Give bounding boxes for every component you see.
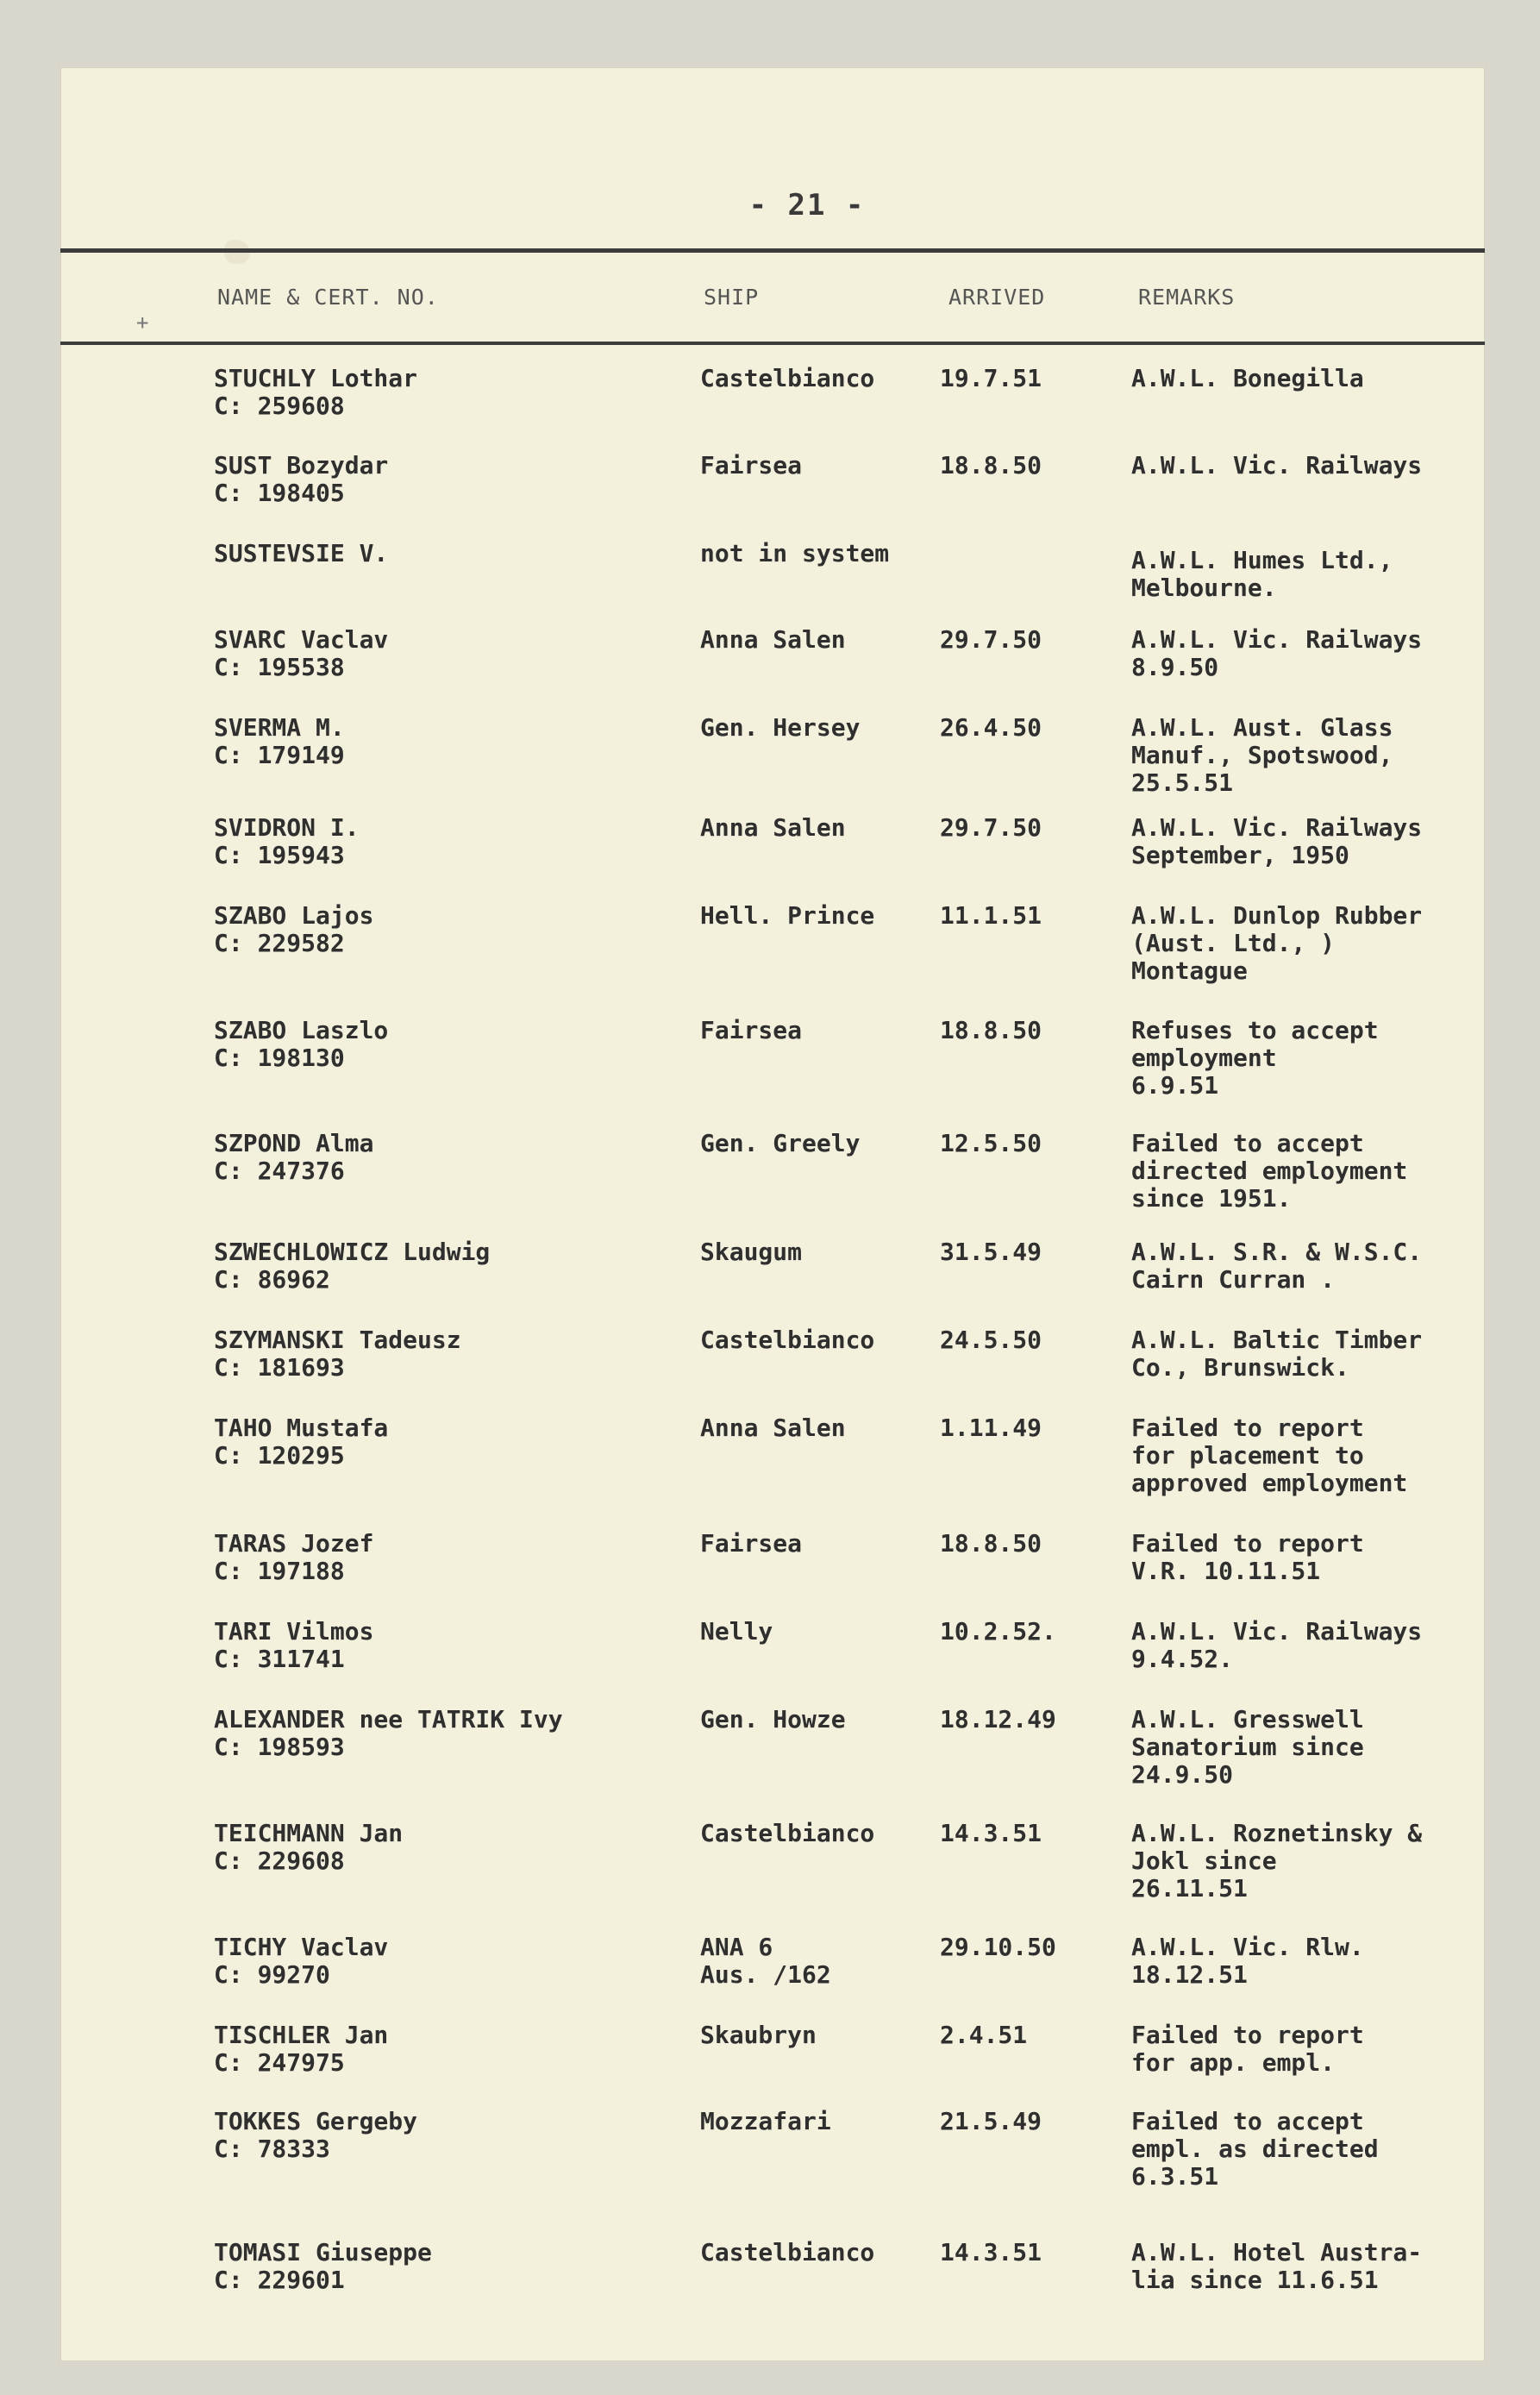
record-remarks: A.W.L. Humes Ltd., Melbourne. — [1131, 546, 1393, 602]
record-name: SUST Bozydar — [214, 451, 389, 480]
record-remarks: A.W.L. Baltic Timber Co., Brunswick. — [1131, 1326, 1423, 1382]
record-remarks: A.W.L. Dunlop Rubber (Aust. Ltd., ) Montague — [1131, 901, 1423, 985]
record-arrived: 12.5.50 — [940, 1129, 1042, 1157]
record-ship: Castelbianco — [700, 364, 875, 392]
record-name-cert — [214, 714, 731, 769]
record-name: SZYMANSKI Tadeusz — [214, 1326, 461, 1354]
record-arrived: 18.8.50 — [940, 451, 1042, 480]
record-arrived: 29.7.50 — [940, 625, 1042, 654]
record-arrived: 10.2.52. — [940, 1617, 1056, 1646]
record-remarks: Failed to report V.R. 10.11.51 — [1131, 1529, 1364, 1585]
header-name-cert: NAME & CERT. NO. — [217, 285, 439, 310]
record-name-cert — [214, 1017, 731, 1072]
record-cert-number: C: 229601 — [214, 2266, 345, 2294]
record-name: ALEXANDER nee TATRIK Ivy — [214, 1705, 563, 1734]
record-ship: Anna Salen — [700, 813, 846, 842]
record-remarks: Failed to report for placement to approved employment — [1131, 1414, 1408, 1497]
record-arrived: 18.12.49 — [940, 1705, 1056, 1734]
record-name: SZWECHLOWICZ Ludwig — [214, 1238, 491, 1266]
header-bottom-rule — [60, 342, 1485, 345]
record-name-cert — [214, 1414, 731, 1470]
record-cert-number: C: 86962 — [214, 1265, 330, 1294]
record-ship: Fairsea — [700, 1529, 803, 1558]
record-arrived: 14.3.51 — [940, 2238, 1042, 2266]
record-name-cert — [214, 2239, 731, 2294]
record-remarks: Refuses to accept employment 6.9.51 — [1131, 1016, 1379, 1100]
record-name: SZPOND Alma — [214, 1129, 374, 1157]
record-remarks: Failed to accept empl. as directed 6.3.51 — [1131, 2107, 1379, 2191]
record-ship: Gen. Hersey — [700, 713, 861, 742]
record-cert-number: C: 247376 — [214, 1157, 345, 1185]
record-name-cert — [214, 1820, 731, 1875]
record-cert-number: C: 311741 — [214, 1645, 345, 1673]
record-remarks: Failed to report for app. empl. — [1131, 2021, 1364, 2077]
record-ship: Skaugum — [700, 1238, 803, 1266]
record-name: TAHO Mustafa — [214, 1414, 389, 1442]
record-ship: ANA 6 Aus. /162 — [700, 1933, 831, 1989]
record-name: TARI Vilmos — [214, 1617, 374, 1646]
record-ship: Castelbianco — [700, 2238, 875, 2266]
record-cert-number: C: 197188 — [214, 1557, 345, 1585]
page-number: - 21 - — [748, 188, 866, 223]
record-cert-number: C: 198130 — [214, 1044, 345, 1072]
record-name-cert — [214, 540, 731, 567]
punch-mark: + — [136, 310, 149, 335]
record-name-cert — [214, 1618, 731, 1673]
record-name: SUSTEVSIE V. — [214, 539, 389, 567]
record-cert-number: C: 195943 — [214, 841, 345, 869]
record-name: TEICHMANN Jan — [214, 1819, 404, 1847]
record-name: SVARC Vaclav — [214, 625, 389, 654]
record-name-cert — [214, 1326, 731, 1382]
document-page — [60, 67, 1485, 2361]
record-arrived: 2.4.51 — [940, 2021, 1028, 2049]
header-top-rule — [60, 248, 1485, 253]
record-cert-number: C: 229608 — [214, 1846, 345, 1875]
record-cert-number: C: 181693 — [214, 1353, 345, 1382]
record-name: STUCHLY Lothar — [214, 364, 418, 392]
record-cert-number: C: 99270 — [214, 1960, 330, 1989]
record-name: TOKKES Gergeby — [214, 2107, 418, 2135]
record-name-cert — [214, 626, 731, 681]
record-remarks: A.W.L. Vic. Railways September, 1950 — [1131, 813, 1423, 869]
record-cert-number: C: 179149 — [214, 741, 345, 769]
header-arrived: ARRIVED — [948, 285, 1046, 310]
record-name-cert — [214, 1706, 731, 1761]
record-remarks: A.W.L. Vic. Railways — [1131, 451, 1423, 480]
record-arrived: 26.4.50 — [940, 713, 1042, 742]
record-ship: Castelbianco — [700, 1326, 875, 1354]
record-name-cert — [214, 1934, 731, 1989]
record-cert-number: C: 247975 — [214, 2048, 345, 2077]
record-name-cert — [214, 1530, 731, 1585]
record-arrived: 18.8.50 — [940, 1529, 1042, 1558]
header-ship: SHIP — [704, 285, 760, 310]
record-remarks: A.W.L. Hotel Austra- lia since 11.6.51 — [1131, 2238, 1423, 2294]
record-ship: Anna Salen — [700, 625, 846, 654]
record-name-cert — [214, 902, 731, 957]
record-arrived: 29.7.50 — [940, 813, 1042, 842]
record-name-cert — [214, 1130, 731, 1185]
record-remarks: A.W.L. Vic. Railways 9.4.52. — [1131, 1617, 1423, 1673]
record-arrived: 21.5.49 — [940, 2107, 1042, 2135]
record-remarks: A.W.L. S.R. & W.S.C. Cairn Curran . — [1131, 1238, 1423, 1294]
record-name: TOMASI Giuseppe — [214, 2238, 432, 2266]
record-name: SVERMA M. — [214, 713, 345, 742]
record-name: SZABO Laszlo — [214, 1016, 389, 1044]
record-remarks: A.W.L. Bonegilla — [1131, 364, 1364, 392]
record-name-cert — [214, 365, 731, 420]
record-cert-number: C: 259608 — [214, 392, 345, 420]
record-cert-number: C: 229582 — [214, 929, 345, 957]
record-ship: Hell. Prince — [700, 901, 875, 930]
record-name-cert — [214, 2022, 731, 2077]
record-cert-number: C: 120295 — [214, 1441, 345, 1470]
record-cert-number: C: 198405 — [214, 479, 345, 507]
record-ship: Anna Salen — [700, 1414, 846, 1442]
header-remarks: REMARKS — [1138, 285, 1236, 310]
record-ship: Nelly — [700, 1617, 773, 1646]
record-arrived: 11.1.51 — [940, 901, 1042, 930]
record-remarks: A.W.L. Gresswell Sanatorium since 24.9.50 — [1131, 1705, 1364, 1789]
record-remarks: A.W.L. Vic. Railways 8.9.50 — [1131, 625, 1423, 681]
record-ship: Fairsea — [700, 451, 803, 480]
record-ship: Gen. Howze — [700, 1705, 846, 1734]
record-ship: Fairsea — [700, 1016, 803, 1044]
record-arrived: 24.5.50 — [940, 1326, 1042, 1354]
record-arrived: 14.3.51 — [940, 1819, 1042, 1847]
record-arrived: 31.5.49 — [940, 1238, 1042, 1266]
record-arrived: 29.10.50 — [940, 1933, 1056, 1961]
record-name: TARAS Jozef — [214, 1529, 374, 1558]
record-remarks: A.W.L. Aust. Glass Manuf., Spotswood, 25.5.51 — [1131, 713, 1393, 797]
record-arrived: 18.8.50 — [940, 1016, 1042, 1044]
record-remarks: Failed to accept directed employment since 1951. — [1131, 1129, 1408, 1213]
record-remarks: A.W.L. Roznetinsky & Jokl since 26.11.51 — [1131, 1819, 1423, 1903]
record-name-cert — [214, 814, 731, 869]
record-ship: Gen. Greely — [700, 1129, 861, 1157]
record-ship: Mozzafari — [700, 2107, 831, 2135]
record-remarks: A.W.L. Vic. Rlw. 18.12.51 — [1131, 1933, 1364, 1989]
record-name: SVIDRON I. — [214, 813, 360, 842]
record-name: SZABO Lajos — [214, 901, 374, 930]
record-ship: not in system — [700, 539, 890, 567]
record-arrived: 19.7.51 — [940, 364, 1042, 392]
record-name: TISCHLER Jan — [214, 2021, 389, 2049]
record-name: TICHY Vaclav — [214, 1933, 389, 1961]
record-name-cert — [214, 1238, 731, 1294]
record-cert-number: C: 78333 — [214, 2135, 330, 2163]
record-name-cert — [214, 2108, 731, 2163]
record-cert-number: C: 195538 — [214, 653, 345, 681]
record-ship: Skaubryn — [700, 2021, 817, 2049]
record-arrived: 1.11.49 — [940, 1414, 1042, 1442]
record-ship: Castelbianco — [700, 1819, 875, 1847]
record-name-cert — [214, 452, 731, 507]
record-cert-number: C: 198593 — [214, 1733, 345, 1761]
